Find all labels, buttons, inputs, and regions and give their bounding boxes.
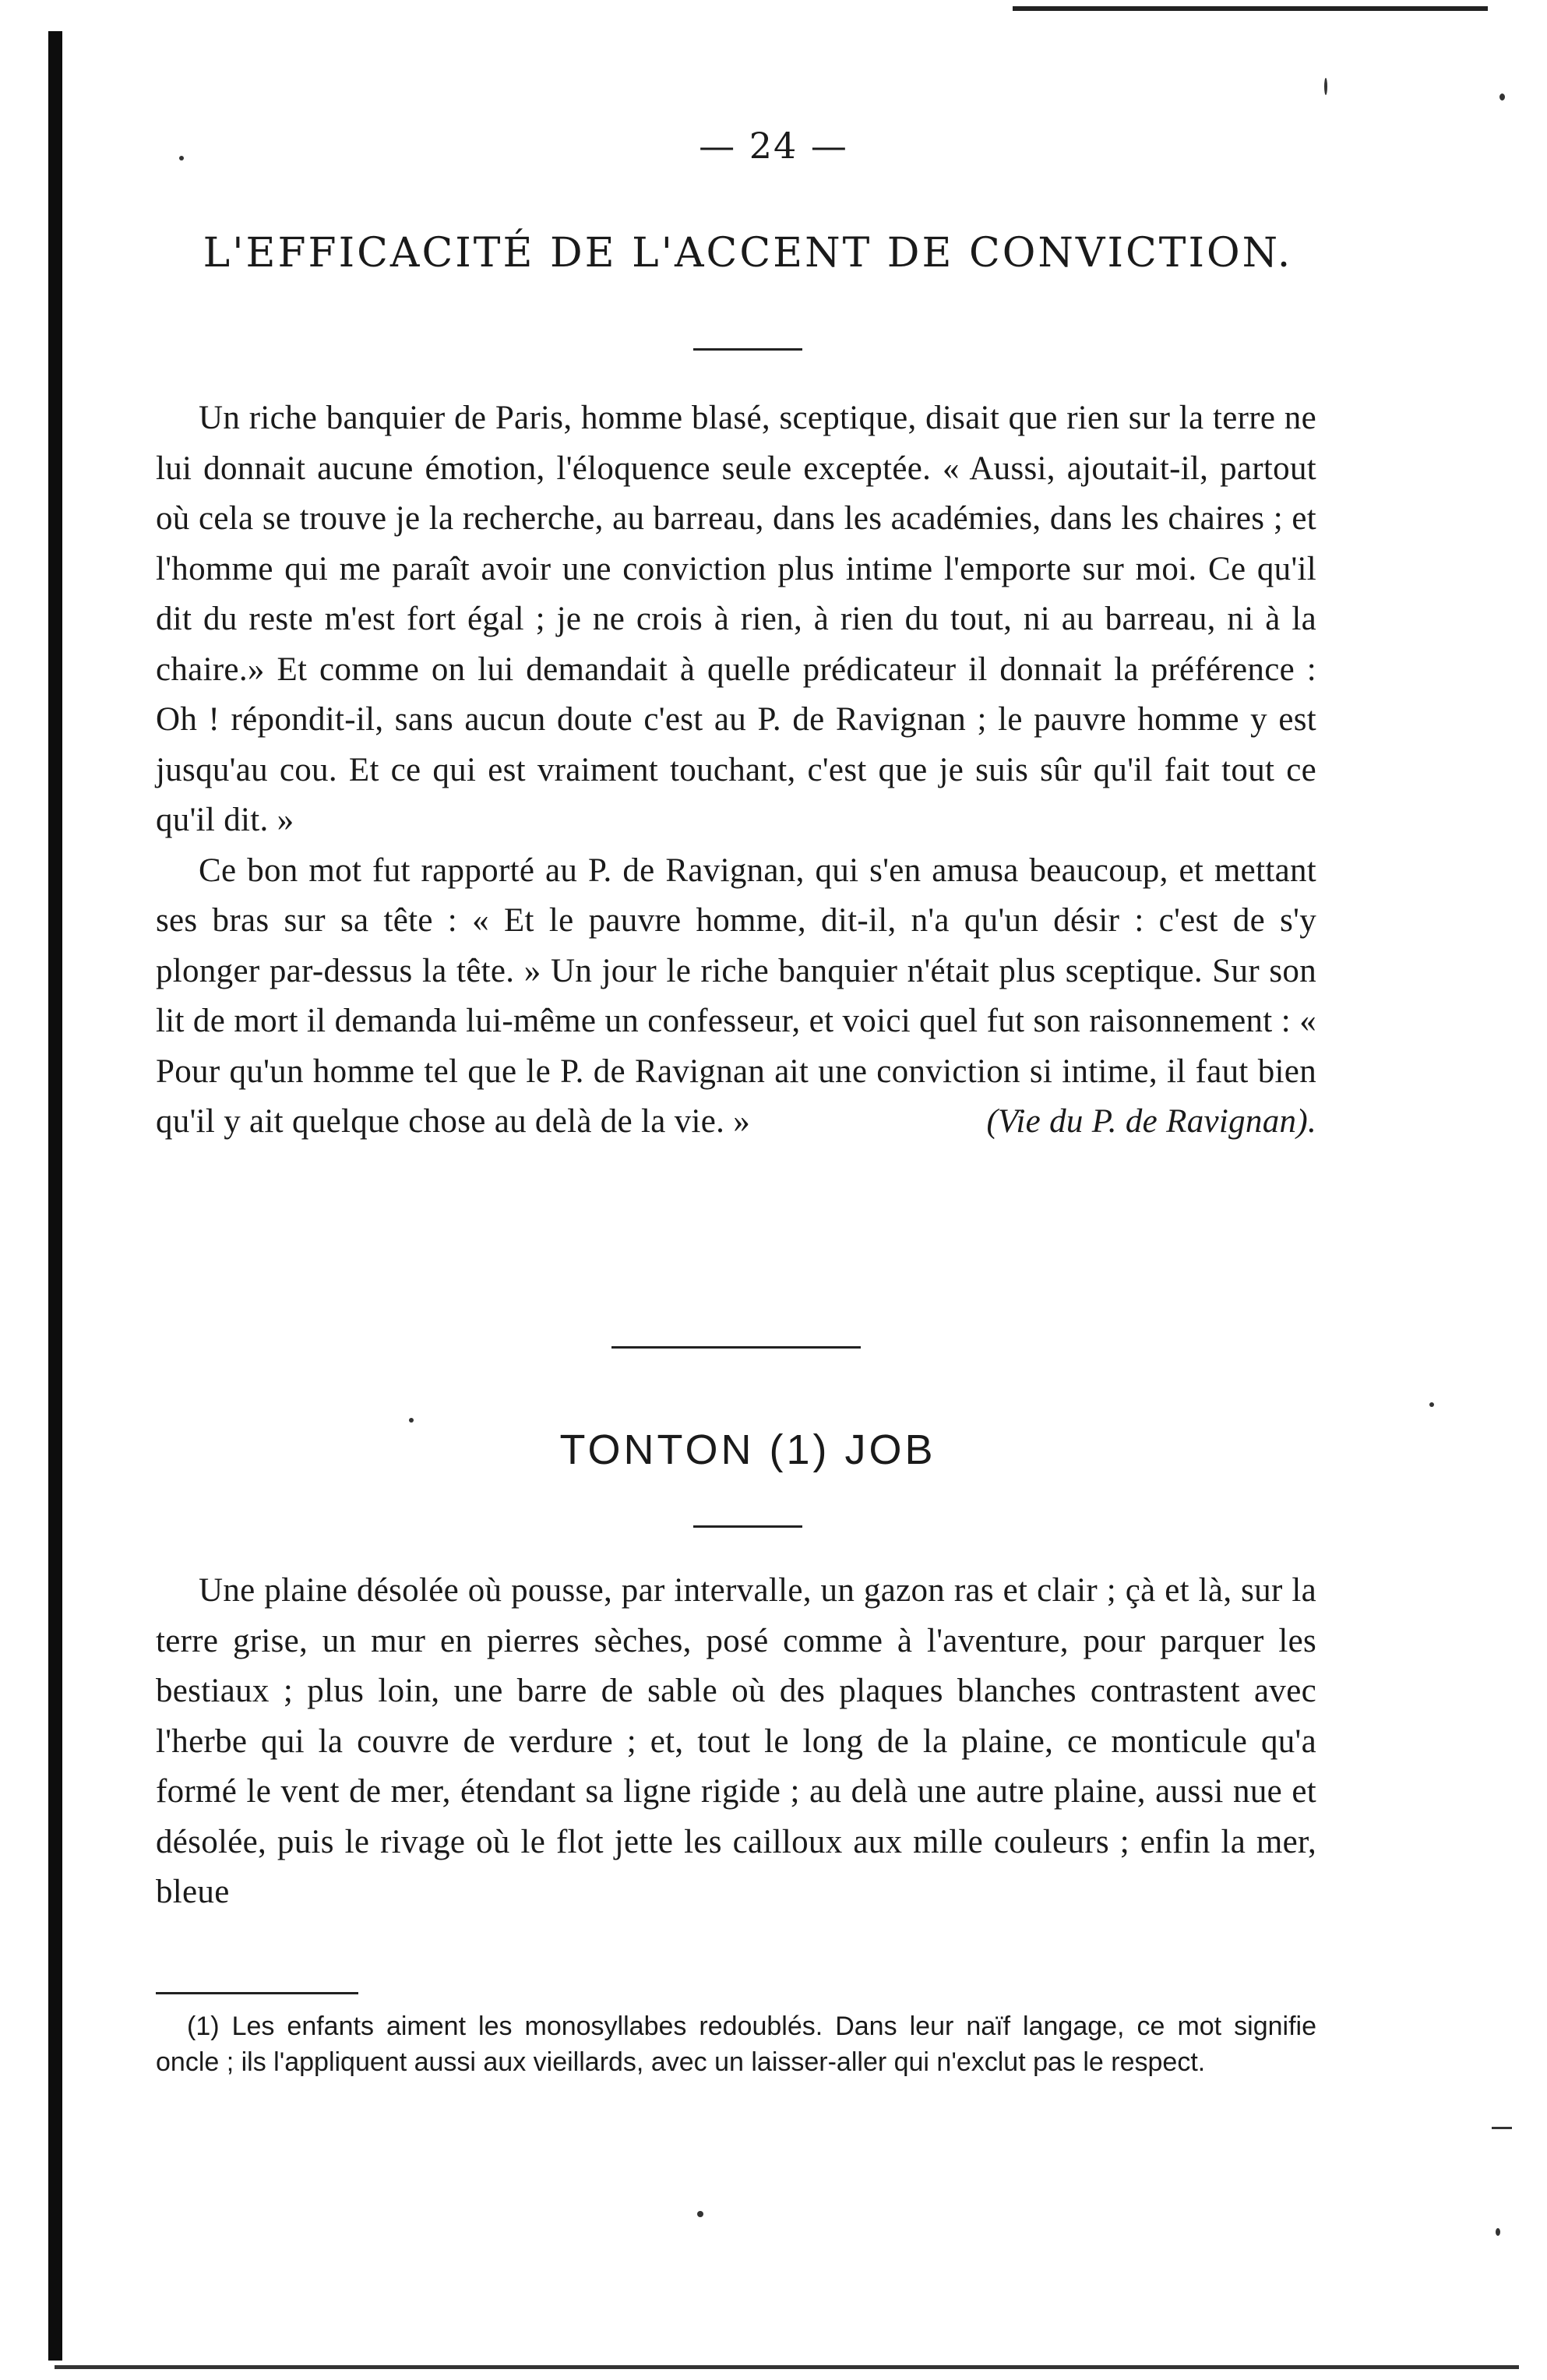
section-title: L'EFFICACITÉ DE L'ACCENT DE CONVICTION.: [203, 230, 1293, 277]
paragraph: Un riche banquier de Paris, homme blasé, sceptique, disait que rien sur la terre ne lui donnait aucune émotion, l'éloquence seule exceptée. « Aussi, ajoutait-il, partout où cela se trouve je la recherche, au barreau, dans les académies, dans les chaires ; et l'homme qui me paraît avoir une conviction plus intime l'emporte sur moi. Ce qu'il dit du reste m'est fort égal ; je ne crois à rien, à rien du tout, ni au barreau, ni à la chaire.» Et comme on lui demandait à quelle prédicateur il donnait la préférence : Oh ! répondit-il, sans aucun doute c'est au P. de Ravignan ; le pauvre homme y est jusqu'au cou. Et ce qui est vraiment touchant, c'est que je suis sûr qu'il fait tout ce qu'il dit. »: [156, 400, 1316, 838]
scan-speck: [697, 2211, 703, 2217]
title-divider: [693, 348, 802, 351]
footnote-divider: [156, 1992, 358, 1994]
footnote: (1) Les enfants aiment les monosyllabes redoublés. Dans leur naïf langage, ce mot signifie oncle ; ils l'appliquent aussi aux vieillards, avec un laisser-aller qui n'exclut pas le respect.: [156, 2012, 1316, 2077]
section-body: [156, 393, 1316, 1148]
scan-speck: [1496, 2228, 1500, 2236]
attribution: (Vie du P. de Ravignan).: [986, 1103, 1316, 1140]
scan-speck: [179, 156, 184, 160]
scan-top-edge: [1013, 6, 1488, 11]
scan-binding-edge: [48, 31, 62, 2361]
section-divider: [611, 1346, 861, 1349]
scan-speck: [1492, 2127, 1512, 2129]
scan-speck: [409, 1418, 414, 1423]
section-title: TONTON (1) JOB: [559, 1426, 936, 1473]
title-divider: [693, 1525, 802, 1528]
paragraph-text: Ce bon mot fut rapporté au P. de Ravignan, qui s'en amusa beaucoup, et mettant ses bras sur sa tête : « Et le pauvre homme, dit-il, n'a qu'un désir : c'est de s'y plonger par-dessus la tête. » Un jour le riche banquier n'était plus sceptique. Sur son lit de mort il demanda lui-même un confesseur, et voici quel fut son raisonnement : « Pour qu'un homme tel que le P. de Ravignan ait une conviction si intime, il faut bien qu'il y ait quelque chose au delà de la vie. »: [156, 852, 1316, 1140]
page-number: — 24 —: [699, 125, 848, 167]
scan-speck: [1324, 78, 1327, 95]
scan-bottom-edge: [55, 2365, 1519, 2369]
scan-speck: [1429, 1402, 1434, 1407]
paragraph: Une plaine désolée où pousse, par intervalle, un gazon ras et clair ; çà et là, sur la terre grise, un mur en pierres sèches, posé comme à l'aventure, pour parquer les bestiaux ; plus loin, une barre de sable où des plaques blanches contrastent avec l'herbe qui la couvre de verdure ; et, tout le long de la plaine, ce monticule qu'a formé le vent de mer, étendant sa ligne rigide ; au delà une autre plaine, aussi nue et désolée, puis le rivage où le flot jette les cailloux aux mille couleurs ; enfin la mer, bleue: [156, 1572, 1316, 1910]
scan-speck: [1499, 93, 1505, 100]
section-body: [156, 1566, 1316, 1918]
paragraph: [156, 846, 1316, 1148]
